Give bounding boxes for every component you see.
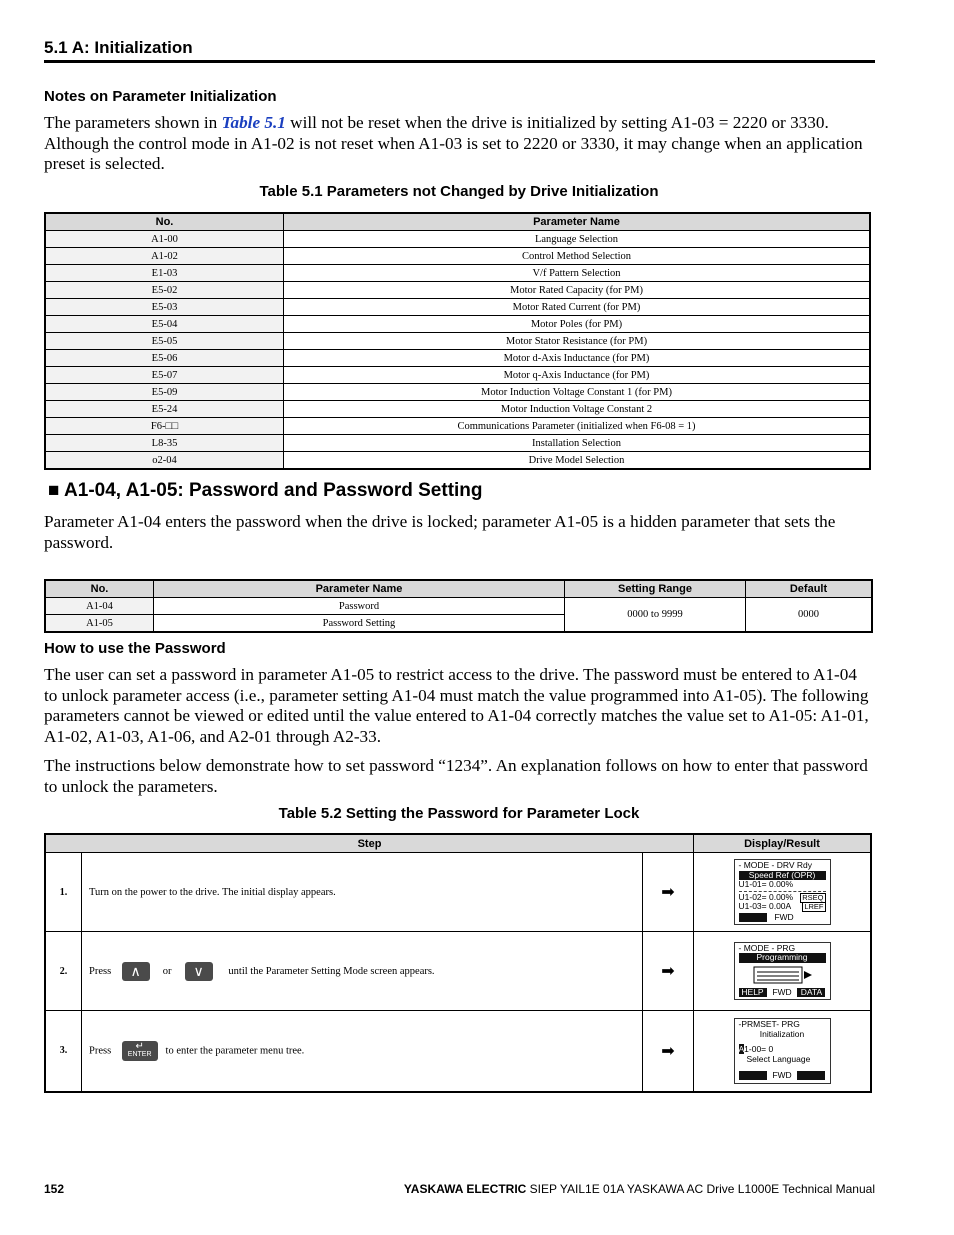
enter-key-icon	[122, 1041, 158, 1061]
lcd-footer-label: FWD	[772, 986, 792, 997]
step-text: Turn on the power to the drive. The initial display appears.	[82, 853, 643, 932]
howto-paragraph-1: The user can set a password in parameter A1-05 to restrict access to the drive. The password must be entered to A1-04 to unlock parameter access (i.e., parameter setting A1-04 must match the value programmed into A1-05). The following parameters cannot be viewed or edited until the value entered to A1-04 correctly matches the value set to A1-05: A1-01, A1-02, A1-03, A1-06, and A2-01 through A2-33.	[44, 665, 869, 746]
setting-range: 0000 to 9999	[565, 598, 746, 633]
table-row	[45, 384, 870, 401]
param-name: Control Method Selection	[284, 248, 871, 265]
table-row	[45, 598, 872, 615]
lcd-graphic	[753, 966, 812, 984]
lcd-display-initial	[734, 859, 831, 925]
param-no: E5-09	[45, 384, 284, 401]
param-no: A1-05	[45, 615, 154, 633]
step-press-label: Press	[89, 965, 112, 977]
lcd-tag: LREF	[804, 902, 824, 911]
password-heading: ■ A1-04, A1-05: Password and Password Setting	[48, 480, 483, 501]
table-row	[45, 316, 870, 333]
lcd-footer	[735, 1070, 830, 1082]
lcd-softkey	[739, 913, 767, 922]
display-result	[694, 932, 872, 1011]
table-header-row	[45, 580, 872, 598]
default-value: 0000	[746, 598, 873, 633]
param-no: A1-00	[45, 231, 284, 248]
display-result	[694, 1011, 872, 1092]
howto-heading: How to use the Password	[44, 640, 226, 657]
param-name: Communications Parameter (initialized when F6-08 = 1)	[284, 418, 871, 435]
param-no: E5-04	[45, 316, 284, 333]
table-row	[45, 248, 870, 265]
param-name: Motor q-Axis Inductance (for PM)	[284, 367, 871, 384]
step-text	[82, 932, 643, 1011]
param-no: E5-02	[45, 282, 284, 299]
step-number: 2.	[45, 932, 82, 1011]
howto-paragraph-2: The instructions below demonstrate how to set password “1234”. An explanation follows on how to enter that password to unlock the parameters.	[44, 756, 868, 796]
password-paragraph: Parameter A1-04 enters the password when the drive is locked; parameter A1-05 is a hidden parameter that sets the password.	[44, 512, 836, 552]
col-header-no: No.	[45, 580, 154, 598]
down-arrow-key-icon: ∨	[185, 962, 213, 981]
param-no: E5-24	[45, 401, 284, 418]
table-row	[45, 452, 870, 470]
lcd-line: - MODE - PRG	[738, 942, 796, 953]
page-number: 152	[44, 1182, 65, 1196]
step-rest-text: until the Parameter Setting Mode screen appears.	[228, 965, 435, 977]
param-name: Language Selection	[284, 231, 871, 248]
col-header-display: Display/Result	[694, 834, 872, 853]
lcd-line: Initialization	[759, 1028, 805, 1039]
table-row	[45, 367, 870, 384]
table-row	[45, 932, 871, 1011]
table-row	[45, 1011, 871, 1092]
lcd-value: U1-03= 0.00A	[738, 901, 792, 911]
lcd-softkey	[739, 1071, 767, 1080]
param-name: Installation Selection	[284, 435, 871, 452]
step-press-label: Press	[89, 1045, 112, 1057]
param-no: E1-03	[45, 265, 284, 282]
enter-key-label: ENTER	[127, 1050, 152, 1058]
table-5-2-title: Table 5.2 Setting the Password for Parameter Lock	[278, 805, 640, 822]
param-no: A1-02	[45, 248, 284, 265]
notes-heading: Notes on Parameter Initialization	[44, 88, 277, 105]
param-name: Motor d-Axis Inductance (for PM)	[284, 350, 871, 367]
lcd-tag: RSEQ	[802, 892, 824, 902]
step-number: 1.	[45, 853, 82, 932]
lcd-footer	[735, 912, 830, 924]
table-row	[45, 299, 870, 316]
arrow-right-icon: ➡	[643, 1011, 694, 1092]
param-name: V/f Pattern Selection	[284, 265, 871, 282]
table-5-1	[44, 212, 871, 470]
step-or-label: or	[162, 965, 172, 977]
table-row	[45, 853, 871, 932]
notes-paragraph	[44, 113, 874, 175]
lcd-footer-label: FWD	[772, 1070, 792, 1080]
table-row	[45, 435, 870, 452]
step-text	[82, 1011, 643, 1092]
table-row	[45, 418, 870, 435]
param-name: Password	[154, 598, 565, 615]
table-row	[45, 282, 870, 299]
table-row	[45, 231, 870, 248]
lcd-line: U1-01= 0.00%	[738, 879, 794, 889]
notes-text-start: The parameters shown in	[44, 113, 222, 132]
param-name: Password Setting	[154, 615, 565, 633]
up-arrow-key-icon: ∧	[122, 962, 150, 981]
table-row	[45, 333, 870, 350]
lcd-display-initialization	[734, 1018, 831, 1084]
table-row	[45, 350, 870, 367]
param-name: Motor Stator Resistance (for PM)	[284, 333, 871, 350]
col-header-no: No.	[45, 213, 284, 231]
password-table	[44, 579, 873, 633]
footer-text	[404, 1182, 875, 1196]
param-no: E5-03	[45, 299, 284, 316]
lcd-line: -PRMSET- PRG	[738, 1019, 800, 1029]
param-name: Motor Induction Voltage Constant 1 (for PM)	[284, 384, 871, 401]
param-no: F6-□□	[45, 418, 284, 435]
table-5-2	[44, 833, 872, 1093]
table-header-row	[45, 834, 871, 853]
lcd-data-key: DATA	[797, 988, 825, 997]
table-row	[45, 401, 870, 418]
lcd-footer-label: FWD	[774, 911, 794, 922]
lcd-footer	[735, 987, 830, 999]
notes-text-end: will not be reset when the drive is initialized by setting A1-03 = 2220 or 3330. Although the control mode in A1-02 is not reset when A1-03 is set to 2220 or 3330, it may change when an application preset is selected.	[44, 113, 863, 173]
param-no: L8-35	[45, 435, 284, 452]
param-name: Drive Model Selection	[284, 452, 871, 470]
step-number: 3.	[45, 1011, 82, 1092]
lcd-display-programming	[734, 942, 831, 1001]
param-name: Motor Rated Current (for PM)	[284, 299, 871, 316]
col-header-default: Default	[746, 580, 873, 598]
param-name: Motor Poles (for PM)	[284, 316, 871, 333]
param-no: o2-04	[45, 452, 284, 470]
col-header-name: Parameter Name	[284, 213, 871, 231]
lcd-cursor: A	[738, 1044, 745, 1054]
display-result	[694, 853, 872, 932]
enter-arrow-icon: ↵	[135, 1040, 144, 1052]
arrow-right-icon: ➡	[643, 932, 694, 1011]
param-name: Motor Induction Voltage Constant 2	[284, 401, 871, 418]
footer-doc: SIEP YAIL1E 01A YASKAWA AC Drive L1000E Technical Manual	[526, 1182, 875, 1196]
lcd-help-key: HELP	[739, 988, 767, 997]
lcd-line: - MODE - DRV Rdy	[738, 860, 813, 870]
lcd-value: U1-02= 0.00%	[738, 891, 794, 902]
lcd-softkey	[797, 1071, 825, 1080]
section-heading: 5.1 A: Initialization	[44, 38, 193, 57]
lcd-line	[735, 902, 830, 912]
lcd-line: Speed Ref (OPR)	[739, 871, 826, 881]
table-5-1-link[interactable]: Table 5.1	[221, 113, 286, 132]
table-header-row	[45, 213, 870, 231]
col-header-range: Setting Range	[565, 580, 746, 598]
lcd-line: Select Language	[746, 1053, 811, 1064]
arrow-right-icon: ➡	[643, 853, 694, 932]
table-row	[45, 265, 870, 282]
section-rule	[44, 60, 875, 63]
param-no: E5-05	[45, 333, 284, 350]
step-rest-text: to enter the parameter menu tree.	[165, 1045, 305, 1057]
param-no: A1-04	[45, 598, 154, 615]
footer-brand: YASKAWA ELECTRIC	[403, 1182, 527, 1196]
param-name: Motor Rated Capacity (for PM)	[284, 282, 871, 299]
param-no: E5-07	[45, 367, 284, 384]
col-header-name: Parameter Name	[154, 580, 565, 598]
param-no: E5-06	[45, 350, 284, 367]
lcd-value: 1-00= 0	[744, 1044, 774, 1054]
table-5-1-title: Table 5.1 Parameters not Changed by Drive Initialization	[259, 183, 659, 200]
col-header-step: Step	[45, 834, 694, 853]
lcd-line: Programming	[739, 953, 826, 963]
menu-tree-icon	[753, 966, 813, 984]
